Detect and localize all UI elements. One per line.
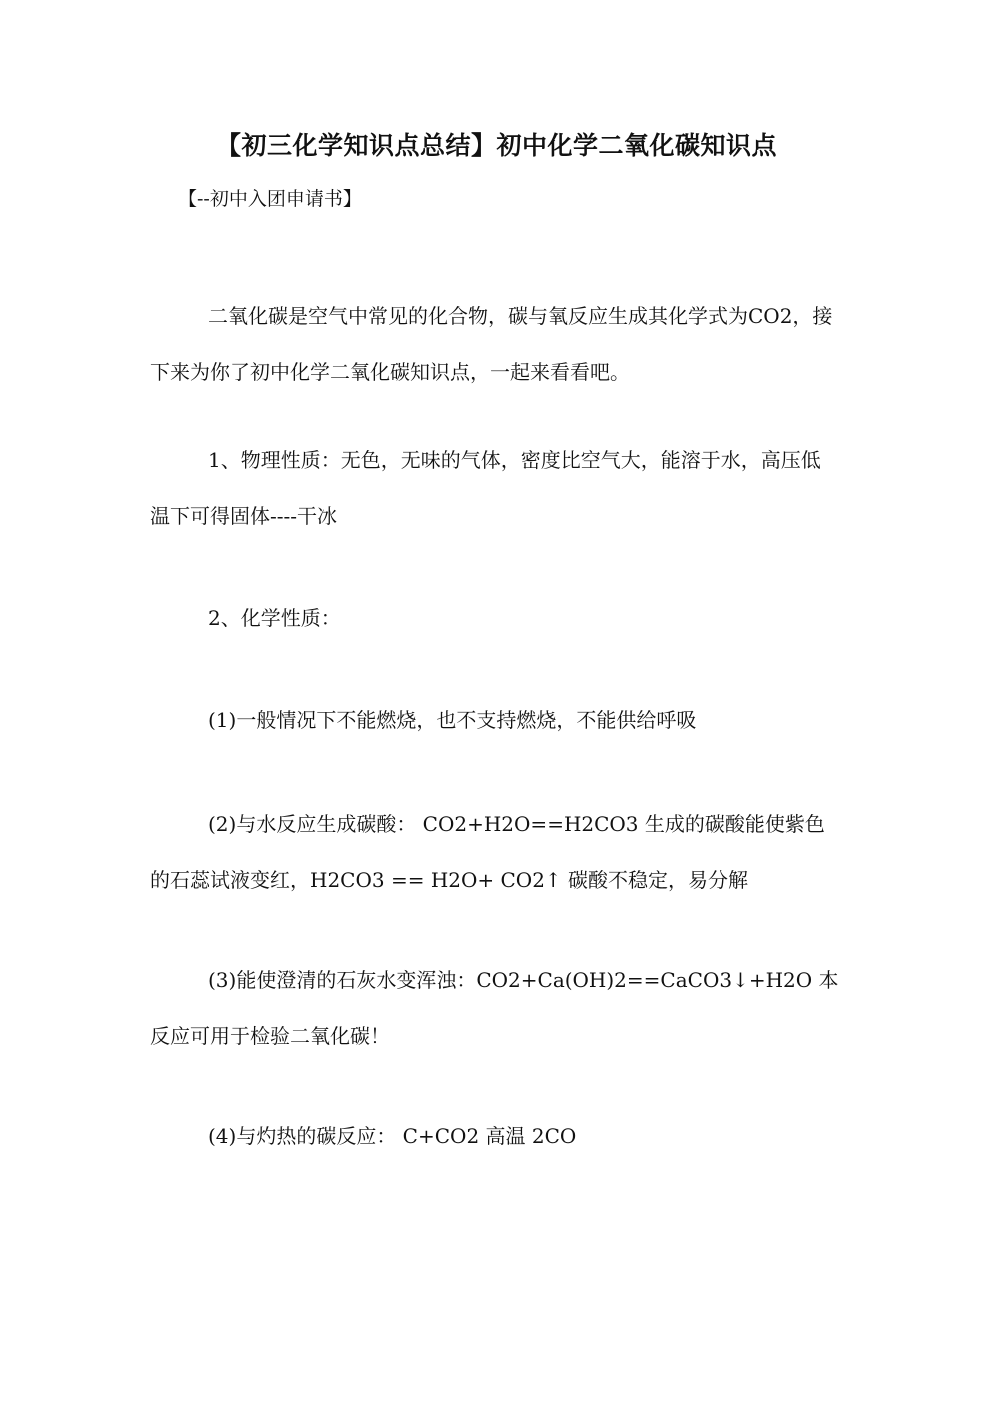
paragraph-item-1: (1)一般情况下不能燃烧，也不支持燃烧，不能供给呼吸 (208, 708, 697, 732)
paragraph-item-2: (2)与水反应生成碳酸： CO2+H2O==H2CO3 生成的碳酸能使紫色的石蕊试液变红，H2CO3 == H2O+ CO2↑ 碳酸不稳定，易分解 (150, 812, 825, 892)
paragraph-intro: 二氧化碳是空气中常见的化合物，碳与氧反应生成其化学式为CO2，接下来为你了初中化学二氧化碳知识点，一起来看看吧。 (150, 304, 833, 384)
document-subtitle: 【--初中入团申请书】 (178, 188, 362, 210)
paragraph-item-3: (3)能使澄清的石灰水变浑浊：CO2+Ca(OH)2==CaCO3↓+H2O 本反应可用于检验二氧化碳！ (150, 968, 839, 1048)
document-title: 【初三化学知识点总结】初中化学二氧化碳知识点 (215, 131, 777, 160)
paragraph-chemical-properties-heading: 2、化学性质： (208, 606, 341, 630)
paragraph-item-4: (4)与灼热的碳反应： C+CO2 高温 2CO (208, 1124, 577, 1148)
paragraph-physical-properties: 1、物理性质：无色，无味的气体，密度比空气大，能溶于水，高压低温下可得固体----干冰 (150, 448, 821, 528)
